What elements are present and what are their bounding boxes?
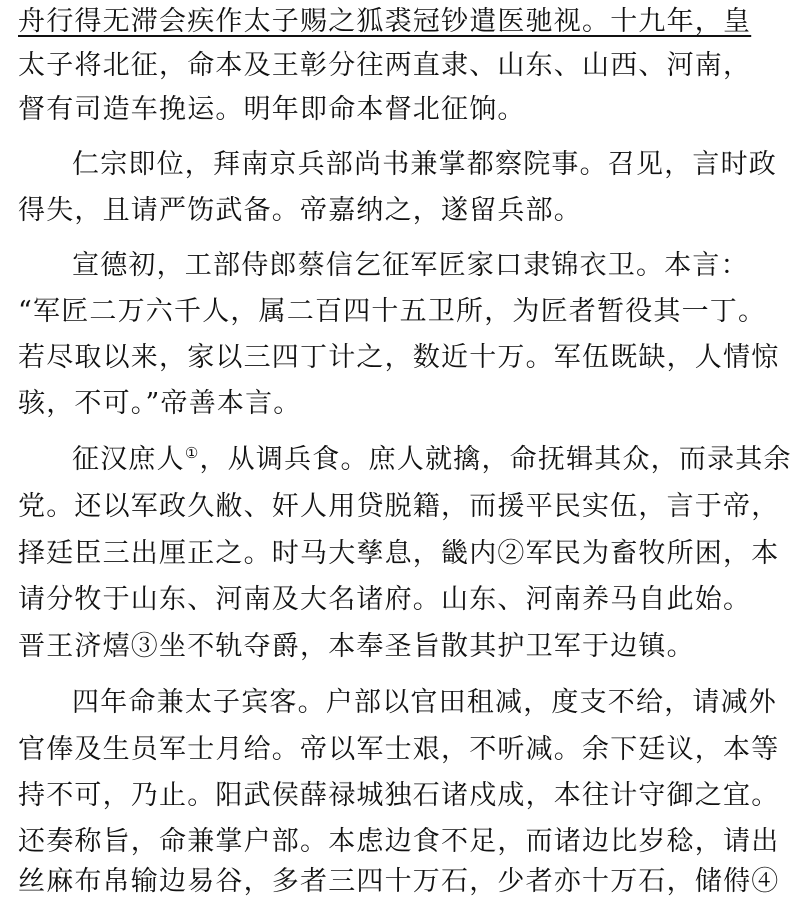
text-line-15: 四年命兼太子宾客。户部以官田租减，度支不给，请减外 xyxy=(72,687,777,718)
text-line-18: 还奏称旨，命兼掌户部。本虑边食不足，而诸边比岁稔，请出 xyxy=(18,826,780,857)
text-segment: ，从调兵食。庶人就擒，命抚辑其众，而录其余 xyxy=(199,444,792,475)
text-line-5: 得失，且请严饬武备。帝嘉纳之，遂留兵部。 xyxy=(18,195,582,226)
text-line-3: 督有司造车挽运。明年即命本督北征饷。 xyxy=(18,94,526,125)
text-line-8: 若尽取以来，家以三四丁计之，数近十万。军伍既缺，人情惊 xyxy=(18,342,780,373)
text-line-1 xyxy=(18,2,752,42)
underlined-text: 舟行得无滞会疾作太子赐之狐裘冠钞遣医驰视。十九年，皇 xyxy=(18,6,752,37)
text-line-14: 晋王济熺③坐不轨夺爵，本奉圣旨散其护卫军于边镇。 xyxy=(18,631,695,662)
text-line-7: “军匠二万六千人，属二百四十五卫所，为匠者暂役其一丁。 xyxy=(18,296,767,327)
text-line-17: 持不可，乃止。阳武侯薛禄城独石诸戍成，本往计守御之宜。 xyxy=(18,780,780,811)
footnote-marker: ① xyxy=(184,444,200,462)
text-line-12: 择廷臣三出厘正之。时马大孳息，畿内②军民为畜牧所困，本 xyxy=(18,538,780,569)
text-line-2: 太子将北征，命本及王彰分往两直隶、山东、山西、河南， xyxy=(18,50,752,81)
text-segment: 征汉庶人 xyxy=(72,444,185,475)
text-line-4: 仁宗即位，拜南京兵部尚书兼掌都察院事。召见，言时政 xyxy=(72,149,777,180)
text-line-9: 骇，不可。”帝善本言。 xyxy=(18,388,302,419)
text-line-16: 官俸及生员军士月给。帝以军士艰，不听减。余下廷议，本等 xyxy=(18,734,780,765)
text-line-11: 党。还以军政久敝、奸人用贷脱籍，而援平民实伍，言于帝， xyxy=(18,491,780,522)
text-line-19: 丝麻布帛输边易谷，多者三四十万石，少者亦十万石，储偫④ xyxy=(18,866,780,897)
text-line-10 xyxy=(18,440,792,480)
text-line-6: 宣德初，工部侍郎蔡信乞征军匠家口隶锦衣卫。本言： xyxy=(72,250,749,281)
text-line-13: 请分牧于山东、河南及大名诸府。山东、河南养马自此始。 xyxy=(18,584,752,615)
